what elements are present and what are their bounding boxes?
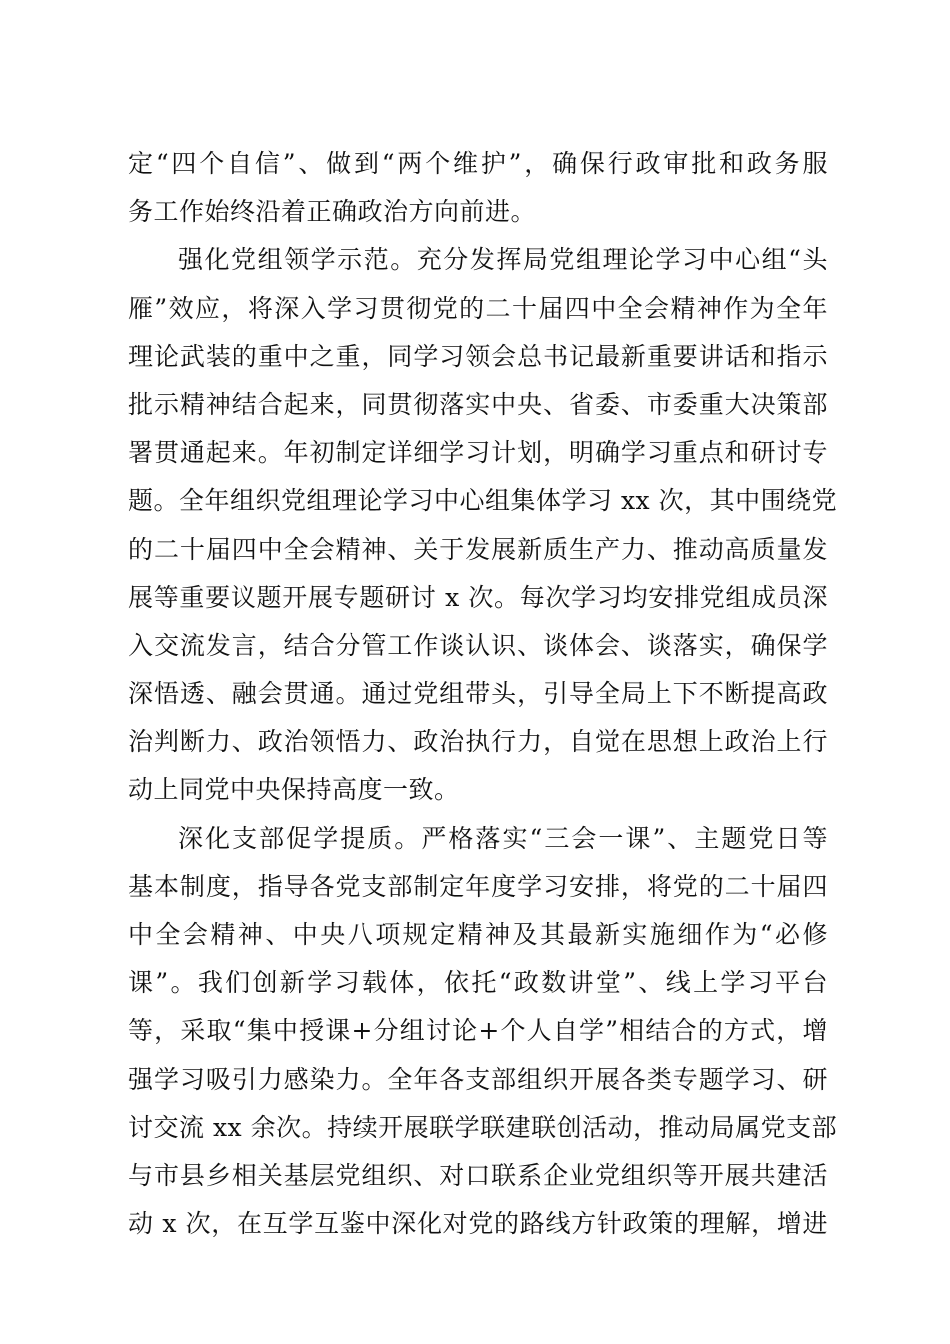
text-line: 入交流发言，结合分管工作谈认识、谈体会、谈落实，确保学	[128, 630, 828, 660]
text-line: 课”。我们创新学习载体，依托“政数讲堂”、线上学习平台	[128, 968, 828, 998]
text-line: 批示精神结合起来，同贯彻落实中央、省委、市委重大决策部	[128, 389, 828, 419]
text-line: 中全会精神、中央八项规定精神及其最新实施细作为“必修	[128, 920, 828, 949]
document-body	[128, 140, 838, 1248]
text-line: 展等重要议题开展专题研讨 x 次。每次学习均安排党组成员深	[128, 582, 828, 612]
text-line: 强学习吸引力感染力。全年各支部组织开展各类专题学习、研	[128, 1064, 828, 1094]
text-line: 治判断力、政治领悟力、政治执行力，自觉在思想上政治上行	[128, 727, 828, 757]
paragraph-first-line: 深化支部促学提质。严格落实“三会一课”、主题党日等	[178, 823, 828, 853]
text-line: 动上同党中央保持高度一致。	[128, 775, 460, 805]
paragraph-first-line: 强化党组领学示范。充分发挥局党组理论学习中心组“头	[178, 245, 828, 275]
text-line: 讨交流 xx 余次。持续开展联学联建联创活动，推动局属党支部	[128, 1112, 838, 1142]
text-line: 务工作始终沿着正确政治方向前进。	[128, 197, 537, 227]
text-line: 的二十届四中全会精神、关于发展新质生产力、推动高质量发	[128, 534, 828, 564]
text-line: 基本制度，指导各党支部制定年度学习安排，将党的二十届四	[128, 871, 828, 901]
text-line: 理论武装的重中之重，同学习领会总书记最新重要讲话和指示	[128, 341, 828, 371]
text-line: 题。全年组织党组理论学习中心组集体学习 xx 次，其中围绕党	[128, 486, 838, 516]
text-line: 等，采取“集中授课+分组讨论+个人自学”相结合的方式，增	[128, 1016, 828, 1046]
text-line: 署贯通起来。年初制定详细学习计划，明确学习重点和研讨专	[128, 438, 828, 468]
text-line: 动 x 次，在互学互鉴中深化对党的路线方针政策的理解，增进	[128, 1209, 828, 1239]
text-line: 与市县乡相关基层党组织、对口联系企业党组织等开展共建活	[128, 1160, 828, 1190]
text-line: 深悟透、融会贯通。通过党组带头，引导全局上下不断提高政	[128, 679, 828, 709]
text-line: 雁”效应，将深入学习贯彻党的二十届四中全会精神作为全年	[128, 293, 828, 323]
text-line: 定“四个自信”、做到“两个维护”，确保行政审批和政务服	[128, 149, 828, 178]
